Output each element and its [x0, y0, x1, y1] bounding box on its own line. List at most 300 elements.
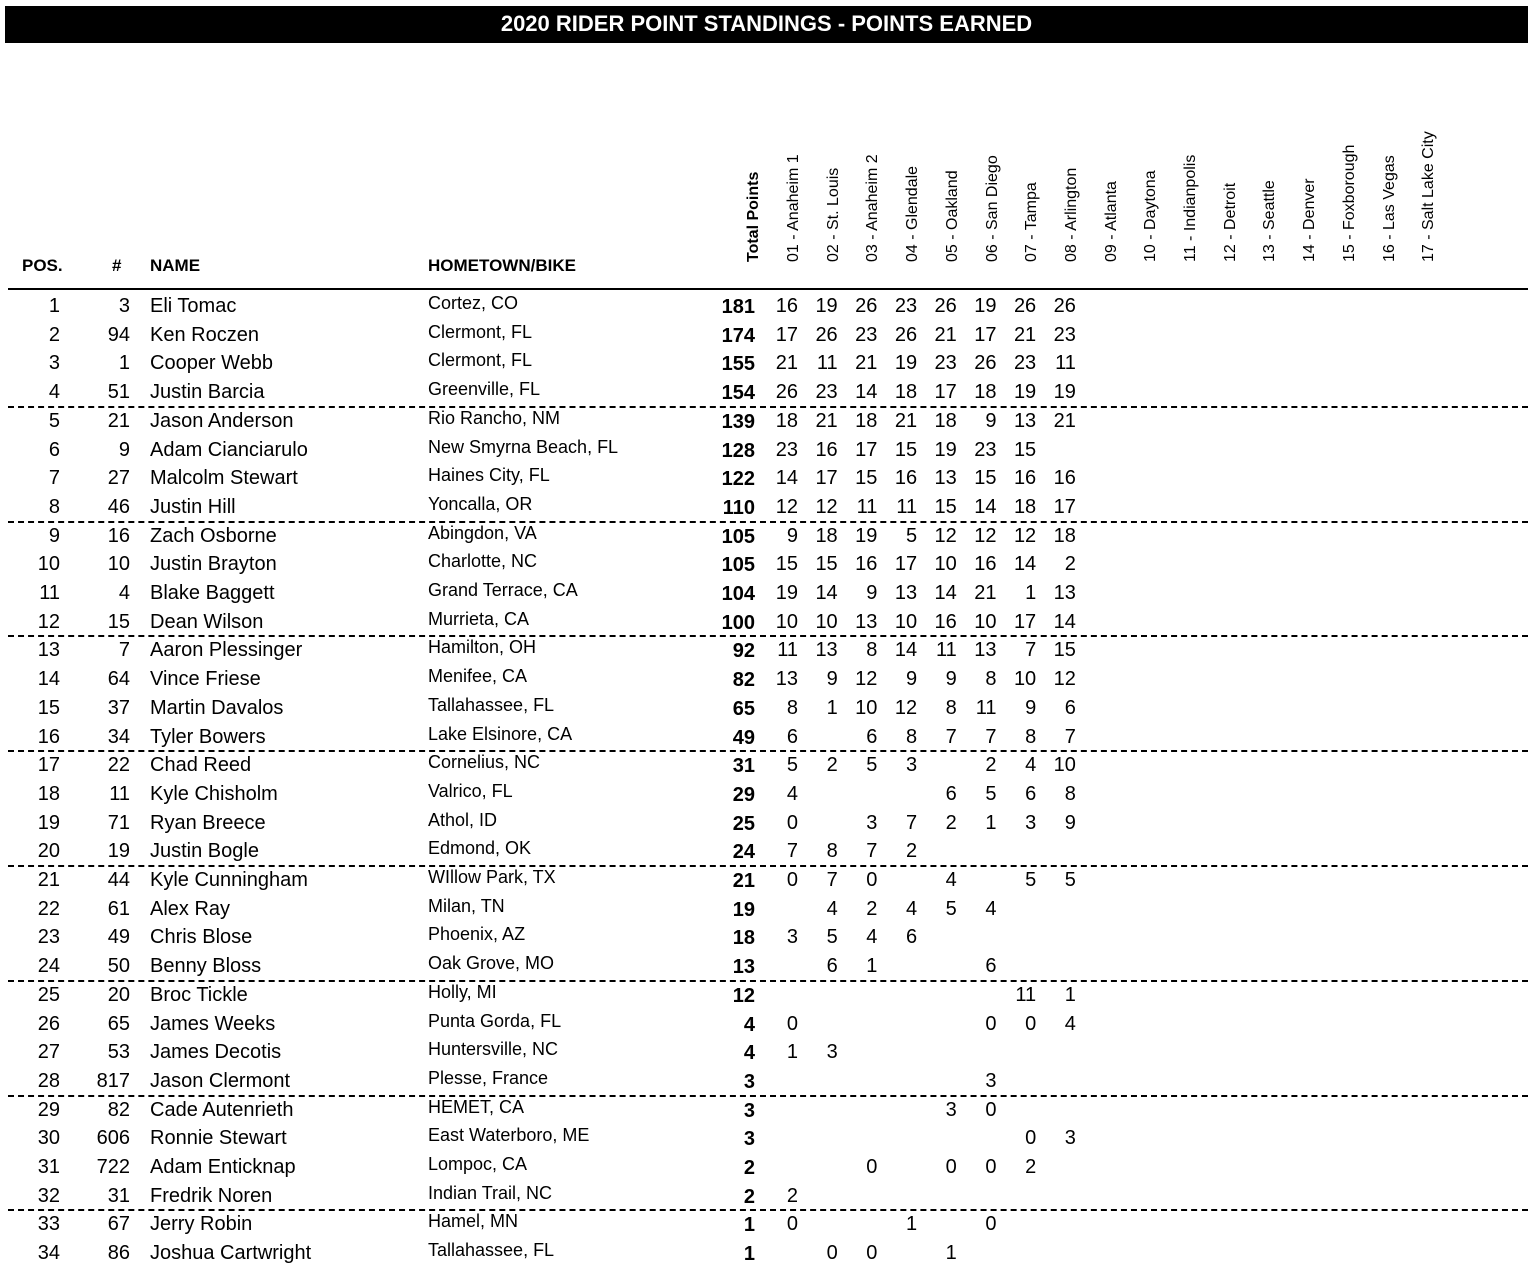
hometown-cell: East Waterboro, ME: [428, 1125, 590, 1146]
total-points-cell: 105: [721, 525, 755, 548]
round-points-cell: 5: [1025, 869, 1037, 891]
round-points-cell: 3: [905, 754, 918, 777]
round-points-cell: 12: [974, 524, 997, 547]
round-points-cell: 11: [1015, 983, 1037, 1006]
total-points-cell: 2: [743, 1185, 755, 1208]
total-points-cell: 4: [743, 1013, 755, 1036]
hometown-cell: Clermont, FL: [428, 321, 533, 342]
round-points-cell: 10: [775, 610, 798, 633]
round-points-cell: 5: [786, 754, 798, 777]
round-points-cell: 10: [815, 610, 838, 633]
round-points-cell: 6: [1025, 782, 1037, 805]
round-points-cell: 26: [894, 323, 918, 346]
round-points-cell: 3: [1064, 1127, 1076, 1150]
rider-number-cell: 20: [107, 983, 130, 1006]
round-points-cell: 10: [1013, 668, 1037, 691]
position-cell: 23: [37, 926, 60, 949]
round-points-cell: 5: [826, 926, 838, 949]
header-round-label: 09 - Atlanta: [1102, 181, 1120, 262]
header-round-label: 07 - Tampa: [1023, 182, 1041, 262]
hometown-cell: Hamel, MN: [428, 1211, 519, 1232]
round-points-cell: 2: [1025, 1156, 1037, 1178]
hometown-cell: Indian Trail, NC: [428, 1182, 553, 1203]
round-points-cell: 0: [826, 1242, 838, 1265]
header-hometown: HOMETOWN/BIKE: [428, 256, 576, 275]
rider-number-cell: 817: [96, 1069, 130, 1092]
rider-number-cell: 1: [118, 352, 130, 375]
table-row: [0, 780, 1536, 808]
table-row: [0, 1010, 1536, 1038]
total-points-cell: 122: [721, 468, 755, 491]
header-round-label: 05 - Oakland: [943, 170, 961, 262]
total-points-cell: 12: [732, 984, 755, 1007]
round-points-cell: 16: [934, 610, 957, 633]
round-points-cell: 14: [894, 639, 918, 662]
round-points-cell: 11: [816, 352, 838, 375]
rider-number-cell: 71: [107, 811, 130, 834]
round-points-cell: 8: [786, 696, 798, 719]
header-round-9: [1088, 110, 1118, 280]
round-points-cell: 26: [1013, 295, 1037, 317]
position-cell: 30: [37, 1127, 60, 1150]
round-points-cell: 26: [934, 295, 957, 317]
round-points-cell: 17: [1053, 495, 1076, 518]
header-round-8: [1048, 110, 1078, 280]
round-points-cell: 18: [894, 381, 918, 404]
round-points-cell: 15: [894, 438, 918, 461]
round-points-cell: 19: [934, 438, 957, 461]
rider-number-cell: 67: [107, 1213, 130, 1236]
rider-name-cell: Justin Bogle: [150, 840, 259, 863]
rider-name-cell: Joshua Cartwright: [150, 1242, 312, 1265]
header-round-10: [1127, 110, 1160, 280]
round-points-cell: 23: [815, 381, 838, 404]
hometown-cell: Yoncalla, OR: [428, 493, 533, 514]
rider-number-cell: 722: [96, 1156, 130, 1178]
round-points-cell: 9: [945, 668, 957, 691]
round-points-cell: 5: [985, 782, 997, 805]
hometown-cell: Tallahassee, FL: [428, 694, 555, 715]
round-points-cell: 14: [1053, 610, 1076, 633]
round-points-cell: 4: [866, 926, 878, 949]
rider-number-cell: 27: [107, 467, 130, 490]
rider-name-cell: Ronnie Stewart: [150, 1127, 287, 1150]
rider-number-cell: 49: [107, 926, 130, 949]
round-points-cell: 9: [1064, 811, 1076, 834]
rider-number-cell: 10: [107, 553, 130, 576]
position-cell: 14: [37, 668, 60, 691]
round-points-cell: 2: [1064, 553, 1076, 576]
round-points-cell: 17: [934, 381, 957, 404]
header-round-label: 06 - San Diego: [983, 155, 1001, 262]
round-points-cell: 6: [905, 926, 918, 949]
header-round-label: 17 - Salt Lake City: [1420, 131, 1438, 262]
round-points-cell: 0: [945, 1156, 957, 1178]
hometown-cell: Phoenix, AZ: [428, 924, 526, 945]
round-points-cell: 7: [985, 725, 997, 748]
position-cell: 20: [37, 840, 60, 863]
round-points-cell: 26: [974, 352, 997, 375]
hometown-cell: HEMET, CA: [428, 1096, 525, 1117]
round-points-cell: 11: [936, 639, 957, 662]
rider-number-cell: 3: [118, 295, 130, 317]
round-points-cell: 11: [975, 696, 997, 719]
round-points-cell: 19: [815, 295, 838, 317]
rider-name-cell: Chris Blose: [150, 926, 253, 949]
position-cell: 5: [48, 409, 60, 432]
round-points-cell: 23: [855, 323, 878, 346]
round-points-cell: 4: [826, 897, 838, 920]
round-points-cell: 1: [1025, 582, 1037, 604]
round-points-cell: 12: [775, 495, 798, 518]
round-points-cell: 18: [815, 524, 838, 547]
round-points-cell: 11: [777, 639, 798, 662]
round-points-cell: 3: [826, 1041, 838, 1064]
header-round-6: [969, 110, 999, 280]
hometown-cell: Huntersville, NC: [428, 1039, 559, 1060]
hometown-cell: Athol, ID: [428, 809, 498, 830]
position-cell: 25: [37, 983, 60, 1006]
hometown-cell: Lompoc, CA: [428, 1154, 528, 1174]
position-cell: 1: [48, 295, 60, 317]
rider-name-cell: James Weeks: [150, 1012, 276, 1035]
round-points-cell: 26: [1053, 295, 1076, 317]
rider-name-cell: Malcolm Stewart: [150, 467, 298, 490]
table-row: [0, 895, 1536, 923]
round-points-cell: 13: [894, 582, 918, 604]
hometown-cell: Lake Elsinore, CA: [428, 723, 573, 744]
hometown-cell: Valrico, FL: [428, 780, 513, 801]
position-cell: 11: [39, 582, 60, 604]
header-name: NAME: [150, 256, 201, 275]
round-points-cell: 3: [866, 811, 878, 834]
rider-name-cell: Kyle Cunningham: [150, 869, 308, 891]
table-row: [0, 751, 1536, 779]
total-points-cell: 25: [732, 812, 755, 835]
round-points-cell: 11: [1055, 352, 1076, 375]
rider-name-cell: Blake Baggett: [150, 582, 275, 604]
header-round-17: [1405, 110, 1438, 280]
header-round-5: [929, 110, 959, 280]
table-row: [0, 1239, 1536, 1267]
table-row: [0, 493, 1536, 521]
round-points-cell: 15: [855, 467, 878, 490]
round-points-cell: 21: [894, 409, 918, 432]
header-round-2: [810, 110, 840, 280]
round-points-cell: 1: [1064, 983, 1076, 1006]
rider-number-cell: 31: [107, 1184, 130, 1207]
round-points-cell: 10: [855, 696, 878, 719]
round-points-cell: 26: [855, 295, 878, 317]
total-points-cell: 31: [732, 755, 755, 778]
table-row: [0, 407, 1536, 435]
round-points-cell: 0: [985, 1213, 997, 1236]
hometown-cell: Menifee, CA: [428, 666, 528, 687]
round-points-cell: 19: [894, 352, 918, 375]
round-points-cell: 23: [1013, 352, 1037, 375]
hometown-cell: Cortez, CO: [428, 293, 519, 313]
table-row: [0, 1182, 1536, 1210]
table-row: [0, 1038, 1536, 1066]
rider-name-cell: Eli Tomac: [150, 295, 237, 317]
round-points-cell: 3: [1025, 811, 1037, 834]
round-points-cell: 2: [866, 897, 878, 920]
rider-name-cell: Tyler Bowers: [150, 725, 266, 748]
total-points-cell: 3: [743, 1070, 755, 1093]
round-points-cell: 10: [894, 610, 918, 633]
table-row: [0, 723, 1536, 751]
total-points-cell: 100: [721, 611, 755, 634]
rider-number-cell: 15: [107, 610, 130, 633]
header-divider: [8, 288, 1528, 290]
round-points-cell: 3: [786, 926, 798, 949]
round-points-cell: 17: [974, 323, 997, 346]
round-points-cell: 16: [775, 295, 798, 317]
table-row: [0, 636, 1536, 664]
header-number: #: [112, 256, 122, 275]
round-points-cell: 10: [934, 553, 957, 576]
round-points-cell: 13: [1013, 409, 1037, 432]
round-points-cell: 6: [1064, 696, 1076, 719]
rider-name-cell: Ken Roczen: [150, 323, 259, 346]
table-row: [0, 522, 1536, 550]
rider-number-cell: 82: [107, 1098, 130, 1121]
hometown-cell: Plesse, France: [428, 1067, 549, 1088]
position-cell: 27: [37, 1041, 60, 1064]
round-points-cell: 21: [1053, 409, 1076, 432]
header-round-label: 11 - Indianpolis: [1182, 154, 1199, 262]
table-row: [0, 1067, 1536, 1095]
round-points-cell: 9: [905, 668, 918, 691]
header-round-11: [1167, 110, 1197, 280]
hometown-cell: WIllow Park, TX: [428, 867, 556, 887]
round-points-cell: 15: [934, 495, 957, 518]
hometown-cell: Oak Grove, MO: [428, 953, 555, 974]
position-cell: 28: [37, 1069, 60, 1092]
table-row: [0, 665, 1536, 693]
position-cell: 3: [48, 352, 60, 375]
header-round-12: [1207, 110, 1237, 280]
position-cell: 7: [48, 467, 60, 490]
total-points-cell: 1: [743, 1214, 755, 1237]
round-points-cell: 0: [786, 869, 798, 891]
hometown-cell: Edmond, OK: [428, 838, 532, 859]
round-points-cell: 18: [934, 409, 957, 432]
header-round-13: [1246, 110, 1279, 280]
round-points-cell: 0: [1025, 1012, 1037, 1035]
table-row: [0, 952, 1536, 980]
position-cell: 22: [37, 897, 60, 920]
table-row: [0, 1124, 1536, 1152]
hometown-cell: Charlotte, NC: [428, 551, 538, 572]
position-cell: 18: [37, 782, 60, 805]
hometown-cell: Clermont, FL: [428, 350, 533, 371]
header-round-label: 03 - Anaheim 2: [864, 154, 882, 262]
rider-number-cell: 9: [118, 438, 130, 461]
total-points-cell: 24: [732, 841, 755, 864]
round-points-cell: 4: [985, 897, 997, 920]
rider-number-cell: 4: [118, 582, 130, 604]
round-points-cell: 18: [855, 409, 878, 432]
round-points-cell: 16: [974, 553, 997, 576]
rider-name-cell: Adam Cianciarulo: [150, 438, 308, 461]
round-points-cell: 21: [815, 409, 838, 432]
round-points-cell: 19: [974, 295, 997, 317]
table-row: [0, 349, 1536, 377]
round-points-cell: 21: [1013, 323, 1037, 346]
round-points-cell: 19: [1053, 381, 1076, 404]
table-row: [0, 579, 1536, 607]
round-points-cell: 23: [1053, 323, 1076, 346]
round-points-cell: 8: [826, 840, 838, 863]
table-row: [0, 981, 1536, 1009]
table-row: [0, 550, 1536, 578]
round-points-cell: 5: [905, 524, 918, 547]
round-points-cell: 1: [985, 811, 997, 834]
total-points-cell: 1: [743, 1243, 755, 1266]
round-points-cell: 6: [786, 725, 798, 748]
rider-number-cell: 44: [107, 869, 130, 891]
rider-number-cell: 94: [107, 323, 130, 346]
hometown-cell: Murrieta, CA: [428, 608, 530, 629]
hometown-cell: New Smyrna Beach, FL: [428, 436, 619, 457]
rider-number-cell: 606: [96, 1127, 130, 1150]
rider-name-cell: Benny Bloss: [150, 955, 262, 978]
rider-number-cell: 65: [107, 1012, 130, 1035]
header-round-label: 08 - Arlington: [1062, 167, 1080, 262]
round-points-cell: 12: [1053, 668, 1076, 691]
position-cell: 17: [37, 754, 60, 777]
position-cell: 29: [37, 1098, 60, 1121]
position-cell: 6: [48, 438, 60, 461]
hometown-cell: Holly, MI: [428, 981, 497, 1002]
total-points-cell: 49: [732, 726, 755, 749]
round-points-cell: 19: [855, 524, 878, 547]
table-row: [0, 809, 1536, 837]
table-row: [0, 608, 1536, 636]
round-points-cell: 7: [826, 869, 838, 891]
round-points-cell: 14: [815, 582, 838, 604]
round-points-cell: 26: [815, 323, 838, 346]
total-points-cell: 3: [743, 1099, 755, 1122]
round-points-cell: 5: [1064, 869, 1076, 891]
round-points-cell: 2: [985, 754, 997, 777]
round-points-cell: 15: [775, 553, 798, 576]
round-points-cell: 7: [866, 840, 878, 863]
total-points-cell: 2: [743, 1157, 755, 1179]
round-points-cell: 3: [985, 1069, 997, 1092]
round-points-cell: 23: [974, 438, 997, 461]
round-points-cell: 12: [1013, 524, 1037, 547]
round-points-cell: 23: [775, 438, 798, 461]
round-points-cell: 14: [855, 381, 878, 404]
rider-name-cell: Alex Ray: [150, 897, 231, 920]
rider-name-cell: Kyle Chisholm: [150, 782, 278, 805]
round-points-cell: 6: [826, 955, 838, 978]
round-points-cell: 23: [894, 295, 918, 317]
round-points-cell: 5: [945, 897, 957, 920]
round-points-cell: 8: [1064, 782, 1076, 805]
round-points-cell: 19: [1013, 381, 1037, 404]
total-points-cell: 105: [721, 554, 755, 577]
rider-name-cell: Cade Autenrieth: [150, 1098, 294, 1121]
table-row: [0, 694, 1536, 722]
total-points-cell: 104: [721, 583, 755, 605]
rider-name-cell: Justin Barcia: [150, 381, 265, 404]
total-points-cell: 154: [721, 382, 755, 405]
round-points-cell: 14: [934, 582, 957, 604]
table-row: [0, 464, 1536, 492]
rider-name-cell: Jerry Robin: [150, 1213, 253, 1236]
round-points-cell: 13: [815, 639, 838, 662]
round-points-cell: 1: [905, 1213, 918, 1236]
round-points-cell: 21: [775, 352, 798, 375]
total-points-cell: 110: [722, 496, 755, 519]
rider-number-cell: 86: [107, 1242, 130, 1265]
position-cell: 19: [37, 811, 60, 834]
round-points-cell: 0: [866, 1242, 878, 1265]
round-points-cell: 1: [866, 955, 878, 978]
round-points-cell: 8: [985, 668, 997, 691]
header-total-points: [730, 110, 760, 280]
total-points-cell: 13: [732, 956, 755, 979]
round-points-cell: 9: [786, 524, 798, 547]
total-points-cell: 128: [721, 439, 755, 462]
hometown-cell: Grand Terrace, CA: [428, 580, 578, 600]
round-points-cell: 12: [934, 524, 957, 547]
header-round-label: 14 - Denver: [1301, 178, 1319, 262]
rider-name-cell: Justin Brayton: [150, 553, 277, 576]
position-cell: 12: [37, 610, 60, 633]
round-points-cell: 7: [786, 840, 798, 863]
header-round-label: 10 - Daytona: [1142, 170, 1160, 262]
round-points-cell: 7: [905, 811, 918, 834]
round-points-cell: 11: [896, 495, 918, 518]
round-points-cell: 18: [1053, 524, 1076, 547]
round-points-cell: 2: [945, 811, 957, 834]
round-points-cell: 1: [945, 1242, 957, 1265]
round-points-cell: 15: [1053, 639, 1076, 662]
rider-number-cell: 34: [107, 725, 130, 748]
header-round-16: [1366, 110, 1396, 280]
round-points-cell: 7: [1025, 639, 1037, 662]
table-row: [0, 378, 1536, 406]
rider-number-cell: 16: [107, 524, 130, 547]
page-title: 2020 RIDER POINT STANDINGS - POINTS EARNED: [5, 6, 1528, 43]
rider-name-cell: Ryan Breece: [150, 811, 266, 834]
header-round-15: [1326, 110, 1356, 280]
position-cell: 21: [37, 869, 60, 891]
hometown-cell: Punta Gorda, FL: [428, 1010, 562, 1031]
position-cell: 8: [48, 495, 60, 518]
header-pos: POS.: [22, 256, 63, 275]
header-round-label: 15 - Foxborough: [1340, 144, 1358, 262]
rider-name-cell: Martin Davalos: [150, 696, 284, 719]
round-points-cell: 16: [1013, 467, 1037, 490]
hometown-cell: Abingdon, VA: [428, 522, 537, 543]
position-cell: 32: [37, 1184, 60, 1207]
position-cell: 4: [48, 381, 60, 404]
header-round-1: [770, 110, 800, 280]
round-points-cell: 15: [815, 553, 838, 576]
rider-number-cell: 50: [107, 955, 130, 978]
round-points-cell: 2: [786, 1184, 798, 1207]
table-row: [0, 1210, 1536, 1238]
header-round-label: 12 - Detroit: [1221, 182, 1239, 262]
round-points-cell: 4: [786, 782, 798, 805]
round-points-cell: 17: [894, 553, 918, 576]
rider-name-cell: Justin Hill: [150, 495, 236, 518]
